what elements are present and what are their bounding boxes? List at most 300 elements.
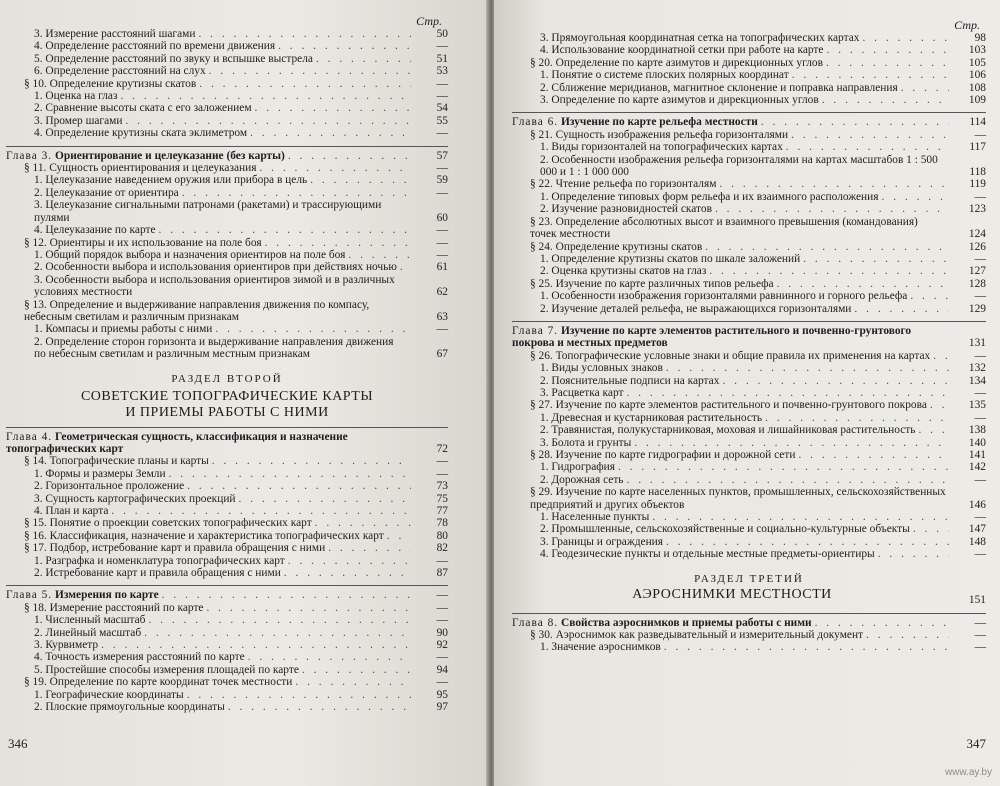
toc-paragraph-entry: [512, 278, 986, 290]
dot-leader: [125, 115, 411, 127]
dot-leader: [212, 455, 411, 467]
toc-subentry: [6, 199, 448, 224]
entry-title: 1. Древесная и кустарниковая растительность: [540, 411, 763, 424]
entry-page-number: 54: [436, 102, 448, 115]
entry-title: 2. Дорожная сеть: [540, 473, 624, 486]
entry-title: 1. Виды горизонталей на топографических картах: [540, 141, 783, 154]
entry-page-number: 126: [968, 240, 986, 253]
dot-leader: [199, 78, 411, 90]
entry-title: 1. Понятие о системе плоских полярных координат: [540, 69, 789, 82]
entry-title: 4. Определение расстояний по времени движения: [34, 40, 276, 53]
entry-page-number: —: [436, 554, 448, 567]
entry-page-number: —: [974, 641, 986, 654]
dot-leader: [259, 162, 411, 174]
entry-page-number: 92: [436, 639, 448, 652]
entry-page-number: 141: [968, 449, 986, 461]
entry-title: 2. Оценка крутизны скатов на глаз: [540, 265, 707, 278]
toc-subentry: [6, 40, 448, 52]
entry-title: § 22. Чтение рельефа по горизонталям: [530, 178, 717, 191]
toc-subentry: [6, 505, 448, 517]
entry-title: 2. Сравнение высоты ската с его заложением: [34, 102, 252, 115]
entry-page-number: —: [974, 386, 986, 399]
toc-list: [512, 129, 986, 315]
dot-leader: [206, 602, 411, 614]
entry-page-number: 53: [436, 65, 448, 78]
toc-paragraph-entry: [6, 299, 448, 324]
toc-subentry: [6, 701, 448, 713]
toc-subentry: [6, 53, 448, 65]
dot-leader: [777, 278, 949, 290]
entry-page-number: 50: [436, 28, 448, 40]
toc-subentry: [512, 290, 986, 302]
toc-subentry: [6, 187, 448, 199]
toc-paragraph-entry: [6, 676, 448, 688]
toc-subentry: [6, 127, 448, 139]
dot-leader: [882, 191, 950, 203]
entry-title: § 29. Изучение по карте населенных пунктов, промышленных, сельскохозяйственных предприятий и других объектов: [530, 486, 946, 511]
entry-title: 5. Простейшие способы измерения площадей по карте: [34, 663, 299, 676]
toc-subentry: [512, 548, 986, 560]
entry-title: 2. Особенности выбора и использования ориентиров при действиях ночью: [34, 261, 397, 274]
toc-subentry: [6, 555, 448, 567]
dot-leader: [722, 375, 949, 387]
entry-title: 2. Особенности изображения рельефа горизонталями на картах масштабов 1 : 500 000 и 1 : 1 000 000: [540, 153, 938, 179]
toc-paragraph-entry: [512, 216, 986, 241]
entry-page-number: 119: [969, 178, 986, 191]
dot-leader: [215, 323, 411, 335]
entry-page-number: 97: [436, 701, 448, 714]
toc-paragraph-entry: [6, 602, 448, 614]
entry-title: § 15. Понятие о проекции советских топографических карт: [24, 517, 312, 530]
dot-leader: [198, 28, 411, 40]
toc-subentry: [6, 224, 448, 236]
toc-subentry: [512, 32, 986, 44]
dot-leader: [302, 664, 411, 676]
entry-title: 1. Определение типовых форм рельефа и их взаимного расположения: [540, 190, 879, 203]
toc-subentry: [6, 323, 448, 335]
entry-title: 4. Целеуказание по карте: [34, 224, 156, 237]
entry-page-number: —: [974, 473, 986, 486]
toc-paragraph-entry: [512, 129, 986, 141]
dot-leader: [822, 94, 949, 106]
dot-leader: [101, 639, 411, 651]
entry-title: 1. Компасы и приемы работы с ними: [34, 323, 213, 336]
dot-leader: [652, 511, 949, 523]
entry-title: § 17. Подбор, истребование карт и правила обращения с ними: [24, 542, 326, 555]
dot-leader: [348, 249, 411, 261]
entry-page-number: —: [436, 676, 448, 689]
entry-title: § 12. Ориентиры и их использование на поле боя: [24, 236, 262, 249]
entry-page-number: 118: [969, 166, 986, 179]
toc-list: [6, 28, 448, 140]
entry-page-number: 61: [436, 261, 448, 274]
dot-leader: [120, 90, 411, 102]
toc-subentry: [512, 412, 986, 424]
toc-subentry: [6, 249, 448, 261]
toc-subentry: [512, 523, 986, 535]
entry-title: 4. План и карта: [34, 505, 109, 517]
toc-subentry: [512, 461, 986, 473]
dot-leader: [111, 505, 411, 517]
dot-leader: [792, 69, 949, 81]
entry-title: 1. Географические координаты: [34, 688, 184, 701]
dot-leader: [664, 641, 949, 653]
entry-title: 2. Целеуказание от ориентира: [34, 186, 179, 199]
toc-subentry: [512, 387, 986, 399]
dot-leader: [878, 548, 949, 560]
entry-title: 3. Измерение расстояний шагами: [34, 28, 196, 40]
toc-subentry: [512, 44, 986, 56]
entry-title: 4. Использование координатной сетки при работе на карте: [540, 44, 824, 57]
toc-subentry: [512, 191, 986, 203]
toc-subentry: [512, 253, 986, 265]
entry-title: 1. Гидрография: [540, 461, 615, 474]
entry-title: 3. Прямоугольная координатная сетка на топографических картах: [540, 32, 860, 44]
chapter-heading: Глава 6. Изучение по карте рельефа местности . . . 114: [512, 112, 986, 128]
dot-leader: [182, 187, 411, 199]
toc-paragraph-entry: [512, 449, 986, 461]
entry-title: § 18. Измерение расстояний по карте: [24, 601, 204, 614]
entry-title: § 23. Определение абсолютных высот и взаимного превышения (командования) точек местности: [530, 215, 918, 241]
toc-subentry: [6, 65, 448, 77]
dot-leader: [634, 437, 949, 449]
section-title: СОВЕТСКИЕ ТОПОГРАФИЧЕСКИЕ КАРТЫ И ПРИЕМЫ РАБОТЫ С НИМИ: [80, 388, 374, 420]
entry-page-number: —: [974, 290, 986, 303]
toc-paragraph-entry: [512, 350, 986, 362]
entry-page-number: 117: [969, 141, 986, 154]
entry-page-number: 59: [436, 174, 448, 187]
entry-page-number: 105: [968, 56, 986, 69]
dot-leader: [159, 224, 411, 236]
page-number: 346: [8, 736, 28, 751]
dot-leader: [666, 536, 949, 548]
toc-subentry: [6, 174, 448, 186]
toc-list: [6, 162, 448, 361]
toc-subentry: [512, 474, 986, 486]
entry-title: 3. Курвиметр: [34, 639, 99, 652]
chapter-heading: Глава 5. Измерения по карте . . . —: [6, 585, 448, 601]
entry-title: § 28. Изучение по карте гидрографии и дорожной сети: [530, 449, 796, 461]
toc-list: [512, 629, 986, 654]
entry-page-number: 63: [436, 310, 448, 323]
entry-page-number: —: [436, 127, 448, 140]
entry-page-number: —: [436, 467, 448, 480]
entry-title: 3. Определение по карте азимутов и дирекционных углов: [540, 94, 819, 107]
dot-leader: [239, 493, 411, 505]
section-title: АЭРОСНИМКИ МЕСТНОСТИ 151: [632, 586, 986, 607]
toc-subentry: [512, 303, 986, 315]
toc-paragraph-entry: [6, 455, 448, 467]
entry-title: 2. Промышленные, сельскохозяйственные и социально-культурные объекты: [540, 523, 910, 536]
entry-page-number: 98: [974, 32, 986, 44]
entry-title: 1. Оценка на глаз: [34, 90, 118, 103]
toc-subentry: [512, 536, 986, 548]
entry-page-number: —: [974, 511, 986, 524]
toc-paragraph-entry: [512, 178, 986, 190]
dot-leader: [148, 614, 411, 626]
toc-subentry: [6, 115, 448, 127]
dot-leader: [910, 290, 949, 302]
entry-page-number: 82: [436, 542, 448, 555]
entry-page-number: 132: [968, 362, 986, 375]
entry-title: § 10. Определение крутизны скатов: [24, 77, 197, 90]
toc-subentry: [6, 493, 448, 505]
entry-title: 2. Пояснительные подписи на картах: [540, 374, 720, 387]
toc-list: [512, 350, 986, 561]
entry-title: 1. Целеуказание наведением оружия или прибора в цель: [34, 174, 308, 187]
dot-leader: [265, 237, 411, 249]
entry-page-number: —: [974, 252, 986, 265]
entry-page-number: 128: [968, 277, 986, 290]
entry-page-number: —: [436, 248, 448, 261]
toc-subentry: [6, 261, 448, 273]
dot-leader: [765, 412, 949, 424]
entry-page-number: 67: [436, 348, 448, 361]
dot-leader: [826, 44, 949, 56]
entry-page-number: 134: [968, 374, 986, 387]
entry-page-number: —: [436, 323, 448, 336]
entry-title: § 16. Классификация, назначение и характеристика топографических карт: [24, 529, 384, 542]
entry-title: § 27. Изучение по карте элементов растительного и почвенно-грунтового покрова: [530, 399, 927, 412]
entry-title: 4. Определение крутизны ската эклиметром: [34, 127, 248, 140]
entry-page-number: —: [436, 651, 448, 664]
toc-paragraph-entry: [6, 530, 448, 542]
entry-title: 2. Сближение меридианов, магнитное склонение и поправка направления: [540, 81, 898, 94]
entry-page-number: —: [974, 411, 986, 424]
toc-paragraph-entry: [512, 57, 986, 69]
toc-subentry: [512, 424, 986, 436]
toc-subentry: [6, 614, 448, 626]
dot-leader: [209, 65, 411, 77]
entry-title: 3. Целеуказание сигнальными патронами (ракетами) и трассирующими пулями: [34, 199, 382, 224]
dot-leader: [705, 241, 949, 253]
left-page: [0, 0, 488, 786]
dot-leader: [930, 399, 949, 411]
entry-page-number: —: [436, 236, 448, 249]
toc-subentry: [512, 141, 986, 153]
entry-title: § 11. Сущность ориентирования и целеуказания: [24, 162, 257, 175]
toc-paragraph-entry: [6, 542, 448, 554]
entry-title: 3. Сущность картографических проекций: [34, 492, 236, 505]
dot-leader: [400, 261, 411, 273]
toc-subentry: [6, 336, 448, 361]
entry-title: 4. Точность измерения расстояний по карте: [34, 651, 245, 664]
entry-title: § 19. Определение по карте координат точек местности: [24, 676, 293, 689]
toc-paragraph-entry: [6, 78, 448, 90]
entry-page-number: 94: [436, 663, 448, 676]
toc-subentry: [512, 154, 986, 179]
entry-page-number: 51: [436, 52, 448, 65]
entry-title: 2. Изучение деталей рельефа, не выражающихся горизонталями: [540, 302, 852, 315]
dot-leader: [284, 567, 411, 579]
toc-subentry: [6, 567, 448, 579]
entry-page-number: 60: [436, 211, 448, 224]
toc-subentry: [6, 651, 448, 663]
dot-leader: [715, 203, 949, 215]
dot-leader: [786, 141, 949, 153]
entry-page-number: 147: [968, 523, 986, 536]
toc-subentry: [6, 664, 448, 676]
toc-subentry: [6, 627, 448, 639]
entry-title: 3. Промер шагами: [34, 114, 123, 127]
dot-leader: [295, 676, 411, 688]
dot-leader: [826, 57, 949, 69]
entry-page-number: 148: [968, 535, 986, 548]
right-page: [494, 0, 1000, 786]
entry-page-number: 87: [436, 567, 448, 580]
entry-title: 1. Определение крутизны скатов по шкале заложений: [540, 252, 801, 265]
entry-page-number: —: [974, 128, 986, 141]
entry-page-number: 146: [968, 498, 986, 511]
dot-leader: [913, 523, 949, 535]
entry-page-number: 77: [436, 505, 448, 517]
dot-leader: [854, 303, 949, 315]
dot-leader: [626, 387, 949, 399]
toc-subentry: [512, 511, 986, 523]
page-column-header: Стр.: [416, 14, 442, 28]
entry-title: § 24. Определение крутизны скатов: [530, 240, 703, 253]
section-heading: РАЗДЕЛ ВТОРОЙ: [171, 372, 283, 385]
entry-page-number: 103: [968, 44, 986, 57]
dot-leader: [627, 474, 950, 486]
dot-leader: [666, 362, 949, 374]
entry-title: § 25. Изучение по карте различных типов рельефа: [530, 277, 774, 290]
entry-page-number: —: [974, 629, 986, 642]
entry-page-number: 129: [968, 302, 986, 315]
dot-leader: [316, 53, 411, 65]
toc-list: [6, 455, 448, 579]
entry-page-number: —: [436, 186, 448, 199]
dot-leader: [288, 555, 411, 567]
entry-title: 4. Геодезические пункты и отдельные местные предметы-ориентиры: [540, 548, 875, 561]
entry-page-number: —: [974, 190, 986, 203]
entry-page-number: 140: [968, 436, 986, 449]
entry-title: 3. Болота и грунты: [540, 436, 632, 449]
entry-title: 3. Расцветка карт: [540, 386, 624, 399]
entry-page-number: —: [436, 224, 448, 237]
entry-page-number: 109: [968, 94, 986, 107]
entry-page-number: —: [974, 349, 986, 362]
entry-page-number: 108: [968, 81, 986, 94]
dot-leader: [315, 517, 411, 529]
toc-subentry: [6, 90, 448, 102]
toc-subentry: [512, 82, 986, 94]
entry-page-number: —: [436, 90, 448, 103]
entry-title: 2. Плоские прямоугольные координаты: [34, 701, 225, 714]
dot-leader: [228, 701, 411, 713]
toc-paragraph-entry: [512, 629, 986, 641]
toc-list: [512, 32, 986, 106]
entry-page-number: —: [436, 77, 448, 90]
section-heading: РАЗДЕЛ ТРЕТИЙ: [694, 572, 804, 585]
dot-leader: [278, 40, 411, 52]
entry-title: 2. Горизонтальное проложение: [34, 480, 185, 493]
entry-page-number: 95: [436, 688, 448, 701]
dot-leader: [709, 265, 949, 277]
entry-title: 6. Определение расстояний на слух: [34, 65, 206, 78]
entry-title: 1. Особенности изображения горизонталями равнинного и горного рельефа: [540, 290, 908, 303]
entry-page-number: 106: [968, 69, 986, 82]
dot-leader: [618, 461, 949, 473]
toc-subentry: [6, 689, 448, 701]
dot-leader: [328, 542, 411, 554]
entry-page-number: —: [436, 614, 448, 627]
entry-title: 2. Истребование карт и правила обращения с ними: [34, 567, 281, 580]
dot-leader: [719, 178, 949, 190]
entry-title: § 21. Сущность изображения рельефа горизонталями: [530, 128, 789, 141]
entry-page-number: 73: [436, 480, 448, 493]
chapter-heading: Глава 7. Изучение по карте элементов растительного и почвенно-грунтового покрова и местных предметов 131: [512, 321, 986, 350]
dot-leader: [866, 629, 949, 641]
entry-title: 2. Линейный масштаб: [34, 626, 142, 639]
watermark: www.ay.by: [944, 767, 992, 778]
entry-title: 2. Изучение разновидностей скатов: [540, 203, 712, 216]
entry-title: 1. Численный масштаб: [34, 614, 146, 627]
toc-paragraph-entry: [512, 241, 986, 253]
entry-title: 3. Границы и ограждения: [540, 535, 664, 548]
entry-title: 1. Населенные пункты: [540, 511, 650, 524]
entry-page-number: 80: [436, 529, 448, 542]
dot-leader: [803, 253, 949, 265]
entry-page-number: —: [436, 455, 448, 468]
entry-title: § 20. Определение по карте азимутов и дирекционных углов: [530, 56, 823, 69]
entry-page-number: —: [974, 548, 986, 561]
entry-page-number: 90: [436, 626, 448, 639]
dot-leader: [798, 449, 949, 461]
chapter-heading: Глава 3. Ориентирование и целеуказание (без карты) . . . 57: [6, 146, 448, 162]
dot-leader: [933, 350, 949, 362]
entry-page-number: 55: [436, 114, 448, 127]
toc-subentry: [512, 265, 986, 277]
entry-title: § 14. Топографические планы и карты: [24, 455, 209, 468]
entry-page-number: 75: [436, 492, 448, 505]
toc-subentry: [6, 28, 448, 40]
toc-paragraph-entry: [512, 486, 986, 511]
toc-subentry: [512, 362, 986, 374]
toc-subentry: [512, 437, 986, 449]
toc-paragraph-entry: [6, 517, 448, 529]
entry-title: 1. Виды условных знаков: [540, 362, 663, 375]
toc-subentry: [6, 468, 448, 480]
dot-leader: [255, 102, 411, 114]
entry-page-number: 142: [968, 461, 986, 474]
dot-leader: [187, 689, 411, 701]
toc-paragraph-entry: [512, 399, 986, 411]
toc-subentry: [512, 375, 986, 387]
entry-page-number: 124: [968, 228, 986, 241]
entry-title: 2. Определение сторон горизонта и выдерживание направления движения по небесным светилам и различным местным признакам: [34, 335, 394, 361]
entry-page-number: —: [436, 601, 448, 614]
entry-title: 1. Значение аэроснимков: [540, 641, 661, 654]
toc-subentry: [512, 641, 986, 653]
entry-title: § 26. Топографические условные знаки и общие правила их применения на картах: [530, 349, 931, 362]
entry-title: § 30. Аэроснимок как разведывательный и измерительный документ: [530, 629, 864, 642]
entry-title: 3. Особенности выбора и использования ориентиров зимой и в различных условиях местности: [34, 273, 395, 299]
entry-page-number: 123: [968, 203, 986, 216]
page-number: 347: [966, 736, 986, 751]
entry-page-number: 78: [436, 517, 448, 530]
chapter-heading: Глава 4. Геометрическая сущность, классификация и назначение топографических карт 72: [6, 427, 448, 456]
toc-subentry: [512, 94, 986, 106]
dot-leader: [387, 530, 411, 542]
dot-leader: [862, 32, 949, 44]
page-column-header: Стр.: [954, 18, 980, 32]
dot-leader: [310, 174, 411, 186]
dot-leader: [250, 127, 411, 139]
dot-leader: [248, 651, 411, 663]
entry-title: 1. Разграфка и номенклатура топографических карт: [34, 554, 285, 567]
entry-title: 1. Формы и размеры Земли: [34, 467, 166, 480]
